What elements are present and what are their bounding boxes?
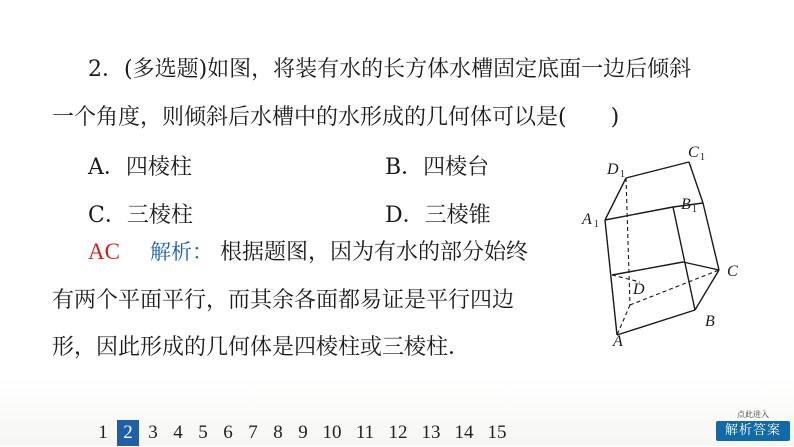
choice-c: C．三棱柱 bbox=[88, 203, 193, 228]
solution-line-2: 有两个平面平行，而其余各面都易证是平行四边 bbox=[52, 288, 515, 313]
page-12[interactable]: 12 bbox=[388, 422, 408, 443]
choice-a: A．四棱柱 bbox=[88, 155, 192, 180]
pagination bbox=[92, 419, 515, 447]
label-d: D bbox=[633, 281, 645, 298]
analysis-label: 解析： bbox=[149, 240, 213, 264]
page-2-current[interactable]: 2 bbox=[117, 420, 139, 446]
page-5[interactable]: 5 bbox=[198, 422, 208, 443]
label-c1: C bbox=[688, 144, 699, 161]
label-a1-sub: 1 bbox=[594, 219, 599, 230]
choice-d: D．三棱锥 bbox=[385, 203, 491, 228]
page-14[interactable]: 14 bbox=[454, 422, 474, 443]
page-3[interactable]: 3 bbox=[148, 422, 158, 443]
label-a: A bbox=[613, 333, 623, 350]
question-line-1: 2．(多选题)如图，将装有水的长方体水槽固定底面一边后倾斜 bbox=[88, 57, 692, 82]
answer: AC bbox=[88, 239, 120, 264]
page-15[interactable]: 15 bbox=[487, 422, 507, 443]
page-13[interactable]: 13 bbox=[421, 422, 441, 443]
label-d1: D bbox=[607, 161, 619, 178]
label-c1-sub: 1 bbox=[700, 152, 705, 163]
label-d1-sub: 1 bbox=[620, 169, 625, 180]
page-10[interactable]: 10 bbox=[322, 422, 342, 443]
label-a1: A bbox=[582, 211, 592, 228]
badge-label: 解析答案 bbox=[716, 421, 790, 441]
label-b1: B bbox=[681, 196, 691, 213]
page-4[interactable]: 4 bbox=[173, 422, 183, 443]
badge-hint: 点此进入 bbox=[737, 410, 769, 419]
label-b1-sub: 1 bbox=[692, 204, 697, 215]
label-b: B bbox=[705, 313, 715, 330]
page-8[interactable]: 8 bbox=[273, 422, 283, 443]
page-9[interactable]: 9 bbox=[298, 422, 308, 443]
question-line-2: 一个角度，则倾斜后水槽中的水形成的几何体可以是( ) bbox=[52, 105, 620, 130]
label-c: C bbox=[727, 263, 738, 280]
page-6[interactable]: 6 bbox=[223, 422, 233, 443]
page-11[interactable]: 11 bbox=[355, 422, 375, 443]
choice-b: B．四棱台 bbox=[385, 155, 490, 180]
solution-line-3: 形，因此形成的几何体是四棱柱或三棱柱． bbox=[52, 335, 471, 360]
page-1[interactable]: 1 bbox=[98, 422, 108, 443]
page-7[interactable]: 7 bbox=[248, 422, 258, 443]
solution-line-1 bbox=[88, 235, 528, 266]
view-solution-button[interactable] bbox=[716, 410, 790, 442]
solution-text-1: 根据题图，因为有水的部分始终 bbox=[219, 240, 528, 265]
